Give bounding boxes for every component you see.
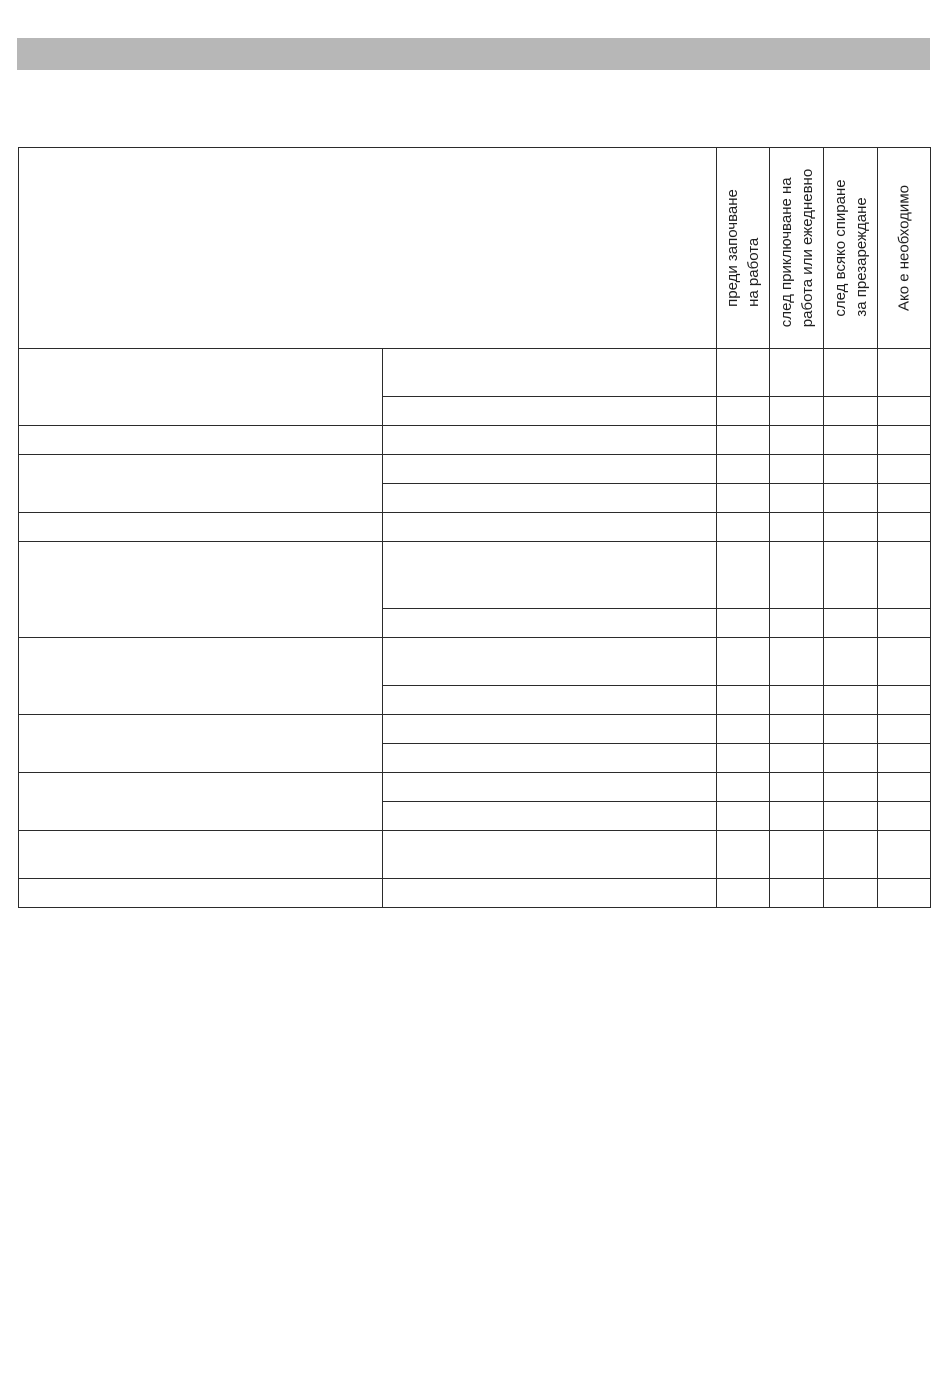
action-cell <box>382 483 717 513</box>
interval-cell <box>877 637 931 686</box>
interval-cell <box>877 541 931 609</box>
item-cell <box>18 512 383 542</box>
interval-cell <box>823 454 878 484</box>
interval-cell <box>877 425 931 455</box>
item-cell <box>18 878 383 908</box>
interval-cell <box>823 685 878 715</box>
action-cell <box>382 608 717 638</box>
interval-cell <box>716 396 770 426</box>
item-cell <box>18 454 383 513</box>
header-label-after-work-daily: след приключване на работа или ежедневно <box>777 168 816 328</box>
interval-cell <box>877 608 931 638</box>
action-cell <box>382 512 717 542</box>
header-cell-before-work <box>716 147 770 349</box>
interval-cell <box>769 830 824 879</box>
item-cell <box>18 637 383 715</box>
interval-cell <box>877 801 931 831</box>
item-cell <box>18 348 383 426</box>
interval-cell <box>877 772 931 802</box>
action-cell <box>382 714 717 744</box>
interval-cell <box>877 878 931 908</box>
interval-cell <box>823 608 878 638</box>
interval-cell <box>769 512 824 542</box>
interval-cell <box>877 454 931 484</box>
interval-cell <box>716 772 770 802</box>
interval-cell <box>769 714 824 744</box>
item-cell <box>18 714 383 773</box>
interval-cell <box>769 637 824 686</box>
interval-cell <box>823 772 878 802</box>
interval-cell <box>769 743 824 773</box>
interval-cell <box>823 396 878 426</box>
interval-cell <box>769 348 824 397</box>
interval-cell <box>769 541 824 609</box>
interval-cell <box>769 801 824 831</box>
interval-cell <box>769 878 824 908</box>
interval-cell <box>716 801 770 831</box>
interval-cell <box>877 830 931 879</box>
action-cell <box>382 348 717 397</box>
interval-cell <box>877 743 931 773</box>
interval-cell <box>716 743 770 773</box>
interval-cell <box>716 348 770 397</box>
header-cell-after-work-daily <box>769 147 824 349</box>
interval-cell <box>716 714 770 744</box>
interval-cell <box>823 348 878 397</box>
header-blank-cell <box>18 147 717 349</box>
action-cell <box>382 772 717 802</box>
action-cell <box>382 454 717 484</box>
item-cell <box>18 425 383 455</box>
header-cell-after-refuel-stop <box>823 147 878 349</box>
header-cell-if-necessary <box>877 147 931 349</box>
interval-cell <box>769 454 824 484</box>
item-cell <box>18 541 383 638</box>
interval-cell <box>716 483 770 513</box>
action-cell <box>382 541 717 609</box>
interval-cell <box>716 425 770 455</box>
action-cell <box>382 878 717 908</box>
action-cell <box>382 830 717 879</box>
header-label-if-necessary: Ако е необходимо <box>895 185 913 311</box>
interval-cell <box>823 830 878 879</box>
interval-cell <box>823 801 878 831</box>
interval-cell <box>716 541 770 609</box>
interval-cell <box>769 396 824 426</box>
section-title-bar <box>17 38 930 70</box>
interval-cell <box>769 483 824 513</box>
interval-cell <box>716 685 770 715</box>
action-cell <box>382 685 717 715</box>
interval-cell <box>716 878 770 908</box>
interval-cell <box>823 483 878 513</box>
header-label-after-refuel-stop: след всяко спиране за презареждане <box>831 179 870 317</box>
maintenance-table <box>18 147 931 908</box>
header-label-before-work: преди започване на работа <box>724 189 762 307</box>
interval-cell <box>769 772 824 802</box>
action-cell <box>382 637 717 686</box>
interval-cell <box>716 454 770 484</box>
interval-cell <box>716 830 770 879</box>
interval-cell <box>877 512 931 542</box>
interval-cell <box>716 512 770 542</box>
item-cell <box>18 830 383 879</box>
interval-cell <box>716 608 770 638</box>
interval-cell <box>877 483 931 513</box>
action-cell <box>382 743 717 773</box>
interval-cell <box>769 685 824 715</box>
interval-cell <box>823 878 878 908</box>
interval-cell <box>716 637 770 686</box>
interval-cell <box>769 425 824 455</box>
interval-cell <box>769 608 824 638</box>
interval-cell <box>877 714 931 744</box>
interval-cell <box>823 743 878 773</box>
interval-cell <box>877 348 931 397</box>
action-cell <box>382 801 717 831</box>
action-cell <box>382 396 717 426</box>
interval-cell <box>823 425 878 455</box>
interval-cell <box>877 685 931 715</box>
interval-cell <box>823 541 878 609</box>
action-cell <box>382 425 717 455</box>
interval-cell <box>877 396 931 426</box>
interval-cell <box>823 512 878 542</box>
interval-cell <box>823 637 878 686</box>
interval-cell <box>823 714 878 744</box>
item-cell <box>18 772 383 831</box>
